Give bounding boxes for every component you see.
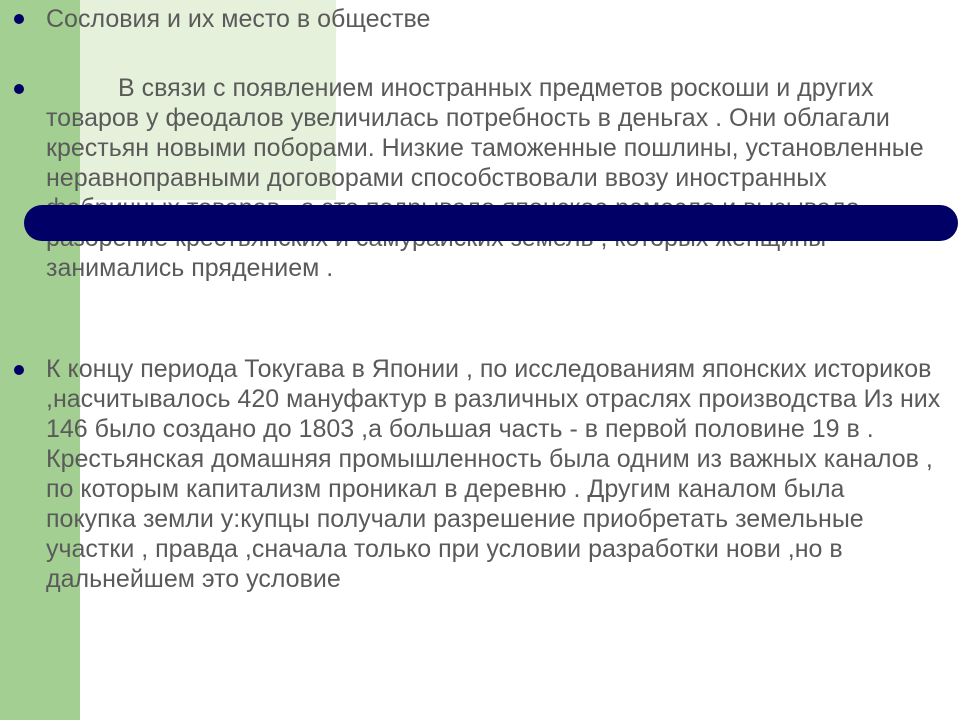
paragraph-text: К концу периода Токугава в Японии , по исследованиям японских историков ,насчитывалось 420 мануфактур в различных отраслях производства Из них 146 было создано до 1803 ,а большая часть - в первой половине 19 в . Крестьянская домашняя промышленность была одним из важных каналов , по которым капитализм проникал в деревню . Другим каналом была покупка земли у:купцы получали разрешение приобретать земельные участки , правда ,сначала только при условии разработки нови ,но в дальнейшем это условие <box>46 355 941 593</box>
bullet-icon <box>14 14 24 24</box>
slide-title: Сословия и их место в обществе <box>46 5 431 33</box>
navy-overlay-bar <box>24 205 958 241</box>
slide-title-item <box>14 4 946 34</box>
bullet-icon <box>14 84 24 94</box>
paragraph-text: В связи с появлением иностранных предметов роскоши и других товаров у феодалов увеличилась потребность в деньгах . Они облагали крестьян новыми поборами. Низкие таможенные пошлины, установленные неравноправными договорами способствовали ввозу иностранных занимались прядением . <box>46 74 924 282</box>
paragraph-item <box>14 354 941 594</box>
bullet-icon <box>14 365 24 375</box>
paragraph-item <box>14 73 936 283</box>
